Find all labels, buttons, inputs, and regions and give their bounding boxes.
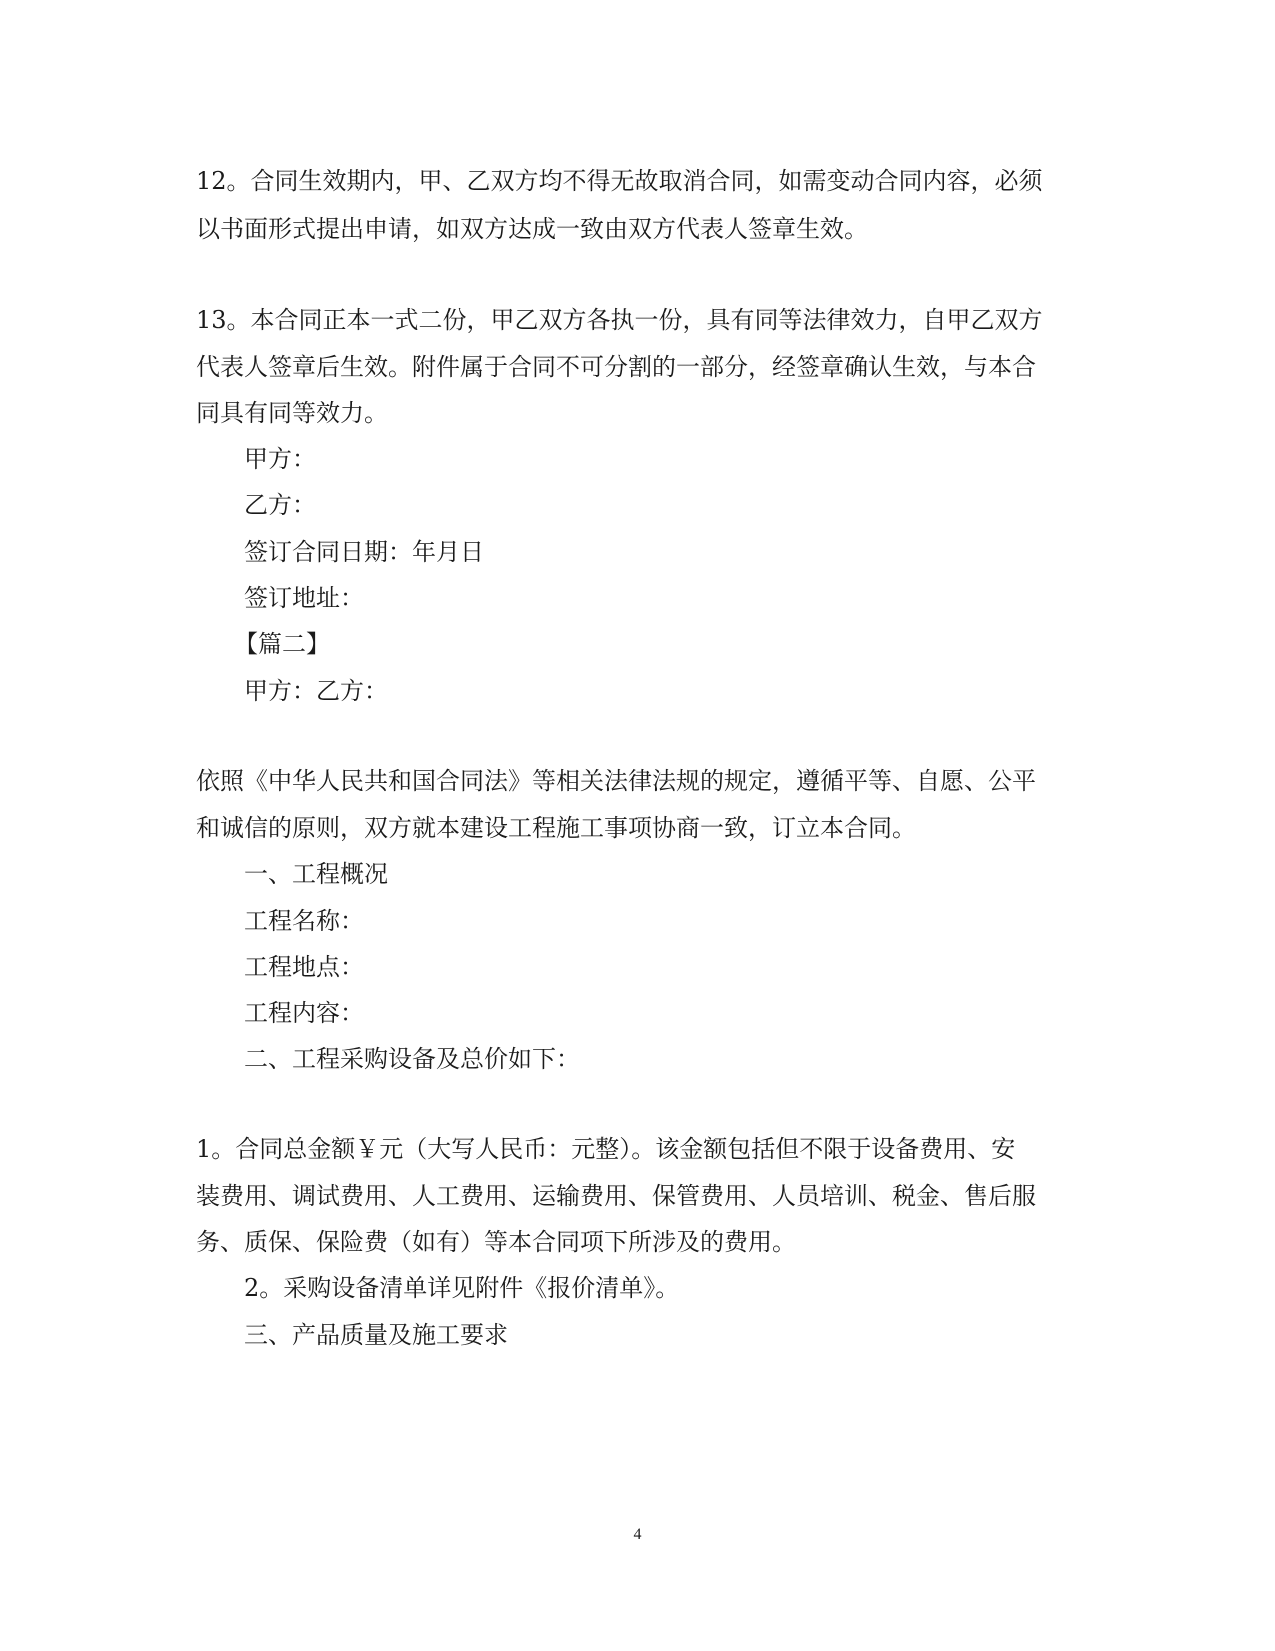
project-location-label: 工程地点： bbox=[244, 953, 364, 981]
clause-13-line-1: 13。本合同正本一式二份，甲乙双方各执一份，具有同等法律效力，自甲乙双方 bbox=[196, 306, 1043, 334]
section-heading-part-two: 【篇二】 bbox=[234, 630, 330, 658]
item-1-line-1: 1。合同总金额￥元（大写人民币：元整）。该金额包括但不限于设备费用、安 bbox=[196, 1135, 1016, 1163]
clause-13-line-2: 代表人签章后生效。附件属于合同不可分割的一部分，经签章确认生效，与本合 bbox=[196, 353, 1036, 381]
project-name-label: 工程名称： bbox=[244, 907, 364, 935]
preamble-line-1: 依照《中华人民共和国合同法》等相关法律法规的规定，遵循平等、自愿、公平 bbox=[196, 767, 1036, 795]
project-content-label: 工程内容： bbox=[244, 999, 364, 1027]
clause-12-line-2: 以书面形式提出申请，如双方达成一致由双方代表人签章生效。 bbox=[196, 215, 868, 243]
clause-13-line-3: 同具有同等效力。 bbox=[196, 399, 388, 427]
section-3-heading: 三、产品质量及施工要求 bbox=[244, 1321, 508, 1349]
preamble-line-2: 和诚信的原则，双方就本建设工程施工事项协商一致，订立本合同。 bbox=[196, 814, 916, 842]
section-1-heading: 一、工程概况 bbox=[244, 860, 388, 888]
clause-12-line-1: 12。合同生效期内，甲、乙双方均不得无故取消合同，如需变动合同内容，必须 bbox=[196, 167, 1043, 195]
party-b-label: 乙方： bbox=[244, 491, 316, 519]
item-1-line-3: 务、质保、保险费（如有）等本合同项下所涉及的费用。 bbox=[196, 1228, 796, 1256]
signing-date-label: 签订合同日期：年月日 bbox=[244, 538, 484, 566]
item-1-line-2: 装费用、调试费用、人工费用、运输费用、保管费用、人员培训、税金、售后服 bbox=[196, 1182, 1036, 1210]
party-a-label: 甲方： bbox=[244, 445, 316, 473]
signing-address-label: 签订地址： bbox=[244, 584, 364, 612]
parties-label: 甲方：乙方： bbox=[244, 677, 388, 705]
item-2-line: 2。采购设备清单详见附件《报价清单》。 bbox=[244, 1274, 680, 1302]
page-number: 4 bbox=[633, 1526, 642, 1543]
section-2-heading: 二、工程采购设备及总价如下： bbox=[244, 1045, 580, 1073]
